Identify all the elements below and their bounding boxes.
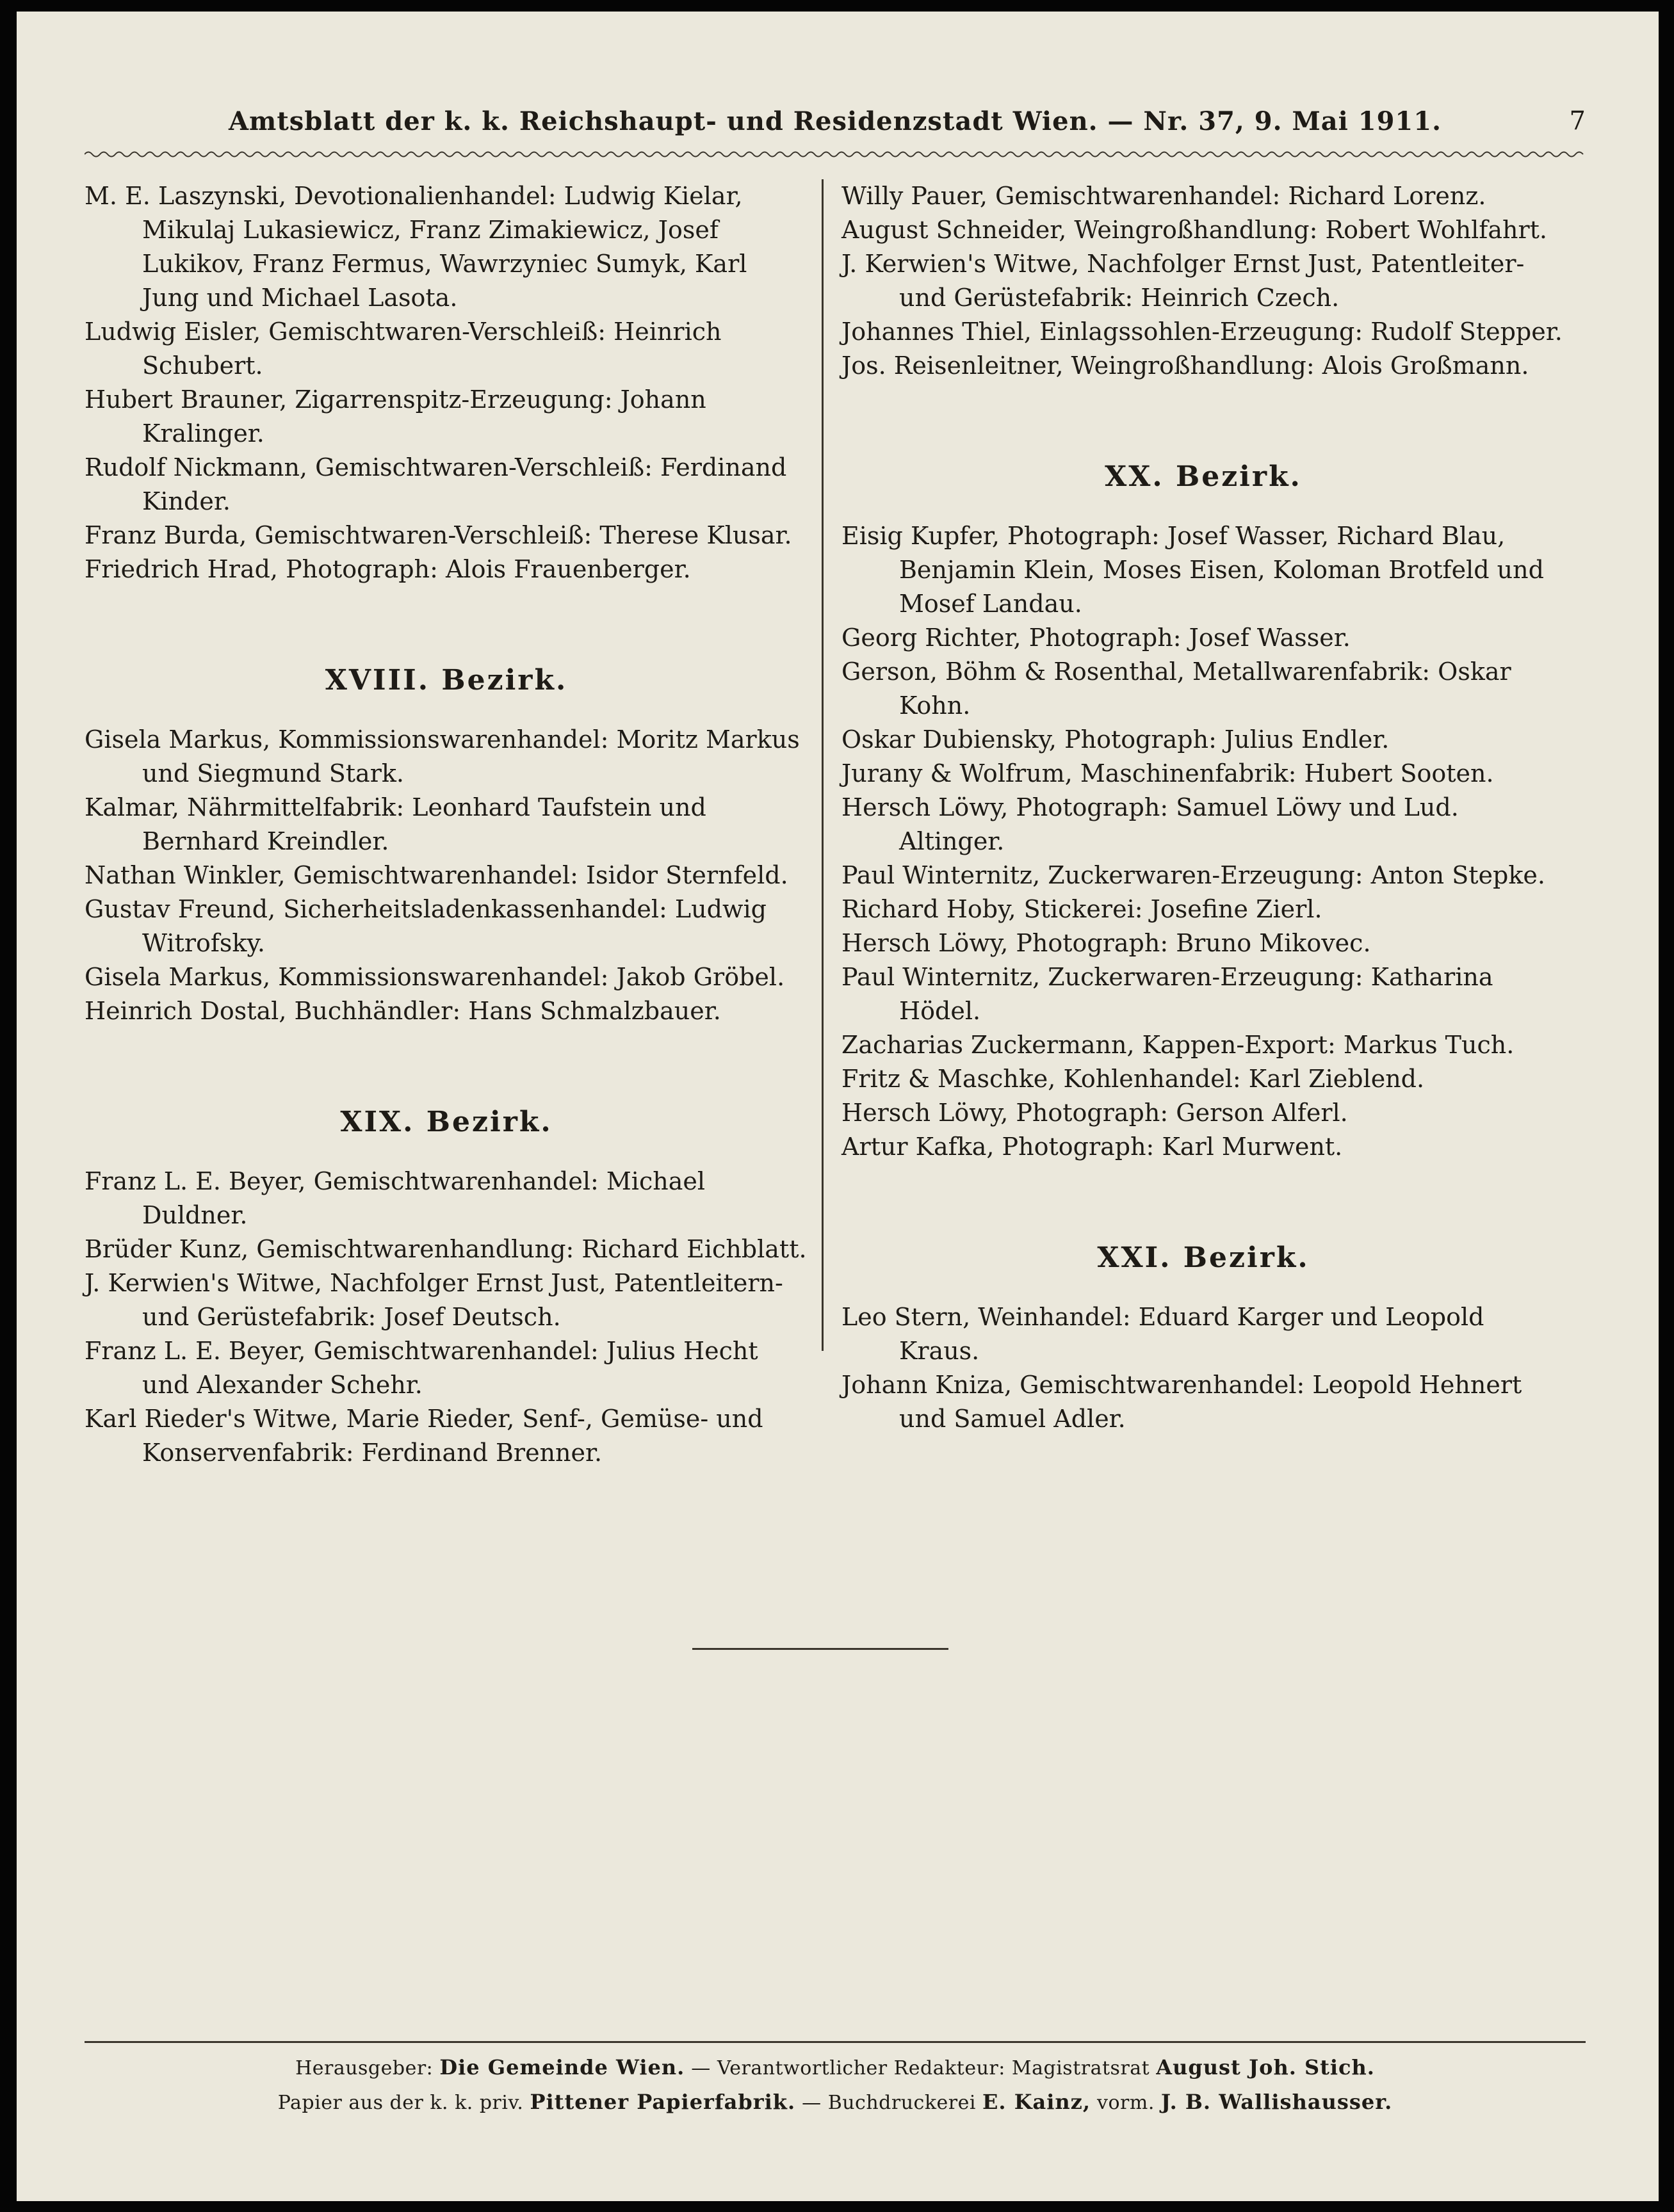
list-item: M. E. Laszynski, Devotionalienhandel: Ludwig Kielar, Mikulaj Lukasiewicz, Franz Zimakiewicz, Josef Lukikov, Franz Fermus, Wawrzyniec Sumyk, Karl Jung und Michael Lasota. — [85, 182, 747, 312]
right-column — [841, 179, 1565, 1436]
end-rule — [692, 1648, 948, 1650]
footer-printer: E. Kainz, — [982, 2090, 1091, 2114]
footer-rule — [85, 2041, 1586, 2043]
footer-former: J. B. Wallishausser. — [1160, 2090, 1393, 2114]
left-column — [85, 179, 808, 1470]
footer-publisher: Die Gemeinde Wien. — [439, 2055, 685, 2079]
list-item: Fritz & Maschke, Kohlenhandel: Karl Zieblend. — [841, 1065, 1425, 1093]
section-heading-20: XX. Bezirk. — [1105, 460, 1302, 493]
section-heading-21: XXI. Bezirk. — [1097, 1241, 1310, 1274]
list-item: J. Kerwien's Witwe, Nachfolger Ernst Just, Patentleiter- und Gerüstefabrik: Heinrich Czech. — [841, 250, 1525, 312]
list-item: Franz Burda, Gemischtwaren-Verschleiß: Therese Klusar. — [85, 521, 792, 549]
list-item: Hubert Brauner, Zigarrenspitz-Erzeugung: Johann Kralinger. — [85, 385, 706, 448]
list-item: Georg Richter, Photograph: Josef Wasser. — [841, 624, 1351, 652]
list-item: Eisig Kupfer, Photograph: Josef Wasser, Richard Blau, Benjamin Klein, Moses Eisen, Koloman Brotfeld und Mosef Landau. — [841, 522, 1544, 618]
page-header — [85, 106, 1586, 151]
list-item: Artur Kafka, Photograph: Karl Murwent. — [841, 1133, 1343, 1161]
list-item: Brüder Kunz, Gemischtwarenhandlung: Richard Eichblatt. — [85, 1235, 807, 1263]
footer-line-publisher — [85, 2055, 1586, 2079]
list-item: Gerson, Böhm & Rosenthal, Metallwarenfabrik: Oskar Kohn. — [841, 658, 1511, 720]
section-heading-18: XVIII. Bezirk. — [325, 664, 568, 697]
list-item: J. Kerwien's Witwe, Nachfolger Ernst Just, Patentleitern- und Gerüstefabrik: Josef Deutsch. — [85, 1269, 783, 1331]
header-title: Amtsblatt der k. k. Reichshaupt- und Residenzstadt Wien. — Nr. 37, 9. Mai 1911. — [228, 106, 1442, 136]
footer-label-vorm: vorm. — [1097, 2092, 1155, 2114]
page-number: 7 — [1569, 106, 1586, 136]
list-item: Gisela Markus, Kommissionswarenhandel: Moritz Markus und Siegmund Stark. — [85, 725, 800, 787]
list-item: Nathan Winkler, Gemischtwarenhandel: Isidor Sternfeld. — [85, 861, 788, 889]
list-item: Jurany & Wolfrum, Maschinenfabrik: Hubert Sooten. — [841, 759, 1494, 787]
list-item: Heinrich Dostal, Buchhändler: Hans Schmalzbauer. — [85, 997, 721, 1025]
list-item: Franz L. E. Beyer, Gemischtwarenhandel: Julius Hecht und Alexander Schehr. — [85, 1337, 758, 1399]
list-item: Hersch Löwy, Photograph: Samuel Löwy und Lud. Altinger. — [841, 793, 1459, 855]
column-divider — [822, 179, 824, 1351]
list-item: Ludwig Eisler, Gemischtwaren-Verschleiß: Heinrich Schubert. — [85, 318, 722, 380]
list-item: Paul Winternitz, Zuckerwaren-Erzeugung: Katharina Hödel. — [841, 963, 1493, 1025]
footer-line-printer — [85, 2090, 1586, 2114]
list-item: Gisela Markus, Kommissionswarenhandel: Jakob Gröbel. — [85, 963, 785, 991]
list-item: Gustav Freund, Sicherheitsladenkassenhandel: Ludwig Witrofsky. — [85, 895, 767, 957]
list-item: August Schneider, Weingroßhandlung: Robert Wohlfahrt. — [841, 216, 1547, 244]
list-item: Johannes Thiel, Einlagssohlen-Erzeugung: Rudolf Stepper. — [841, 318, 1563, 346]
list-item: Richard Hoby, Stickerei: Josefine Zierl. — [841, 895, 1322, 923]
footer-label-publisher: Herausgeber: — [295, 2057, 434, 2079]
list-item: Johann Kniza, Gemischtwarenhandel: Leopold Hehnert und Samuel Adler. — [841, 1371, 1522, 1433]
footer-paper: Pittener Papierfabrik. — [530, 2090, 796, 2114]
list-item: Rudolf Nickmann, Gemischtwaren-Verschleiß: Ferdinand Kinder. — [85, 453, 787, 515]
list-item: Kalmar, Nährmittelfabrik: Leonhard Taufstein und Bernhard Kreindler. — [85, 793, 706, 855]
list-item: Karl Rieder's Witwe, Marie Rieder, Senf-, Gemüse- und Konservenfabrik: Ferdinand Brenner. — [85, 1405, 763, 1467]
footer-label-editor: — Verantwortlicher Redakteur: Magistratsrat — [691, 2057, 1150, 2079]
footer-label-print: — Buchdruckerei — [802, 2092, 976, 2114]
list-item: Willy Pauer, Gemischtwarenhandel: Richard Lorenz. — [841, 182, 1486, 210]
footer-label-paper: Papier aus der k. k. priv. — [277, 2092, 524, 2114]
list-item: Leo Stern, Weinhandel: Eduard Karger und Leopold Kraus. — [841, 1303, 1484, 1365]
header-wavy-rule — [85, 149, 1586, 160]
section-heading-19: XIX. Bezirk. — [340, 1106, 553, 1138]
list-item: Hersch Löwy, Photograph: Bruno Mikovec. — [841, 929, 1371, 957]
list-item: Oskar Dubiensky, Photograph: Julius Endler. — [841, 725, 1390, 754]
list-item: Jos. Reisenleitner, Weingroßhandlung: Alois Großmann. — [841, 351, 1529, 380]
list-item: Hersch Löwy, Photograph: Gerson Alferl. — [841, 1099, 1348, 1127]
newspaper-page — [17, 12, 1659, 2201]
list-item: Paul Winternitz, Zuckerwaren-Erzeugung: Anton Stepke. — [841, 861, 1545, 889]
footer-editor: August Joh. Stich. — [1156, 2055, 1375, 2079]
list-item: Franz L. E. Beyer, Gemischtwarenhandel: Michael Duldner. — [85, 1167, 705, 1229]
list-item: Friedrich Hrad, Photograph: Alois Frauenberger. — [85, 555, 691, 583]
list-item: Zacharias Zuckermann, Kappen-Export: Markus Tuch. — [841, 1031, 1515, 1059]
